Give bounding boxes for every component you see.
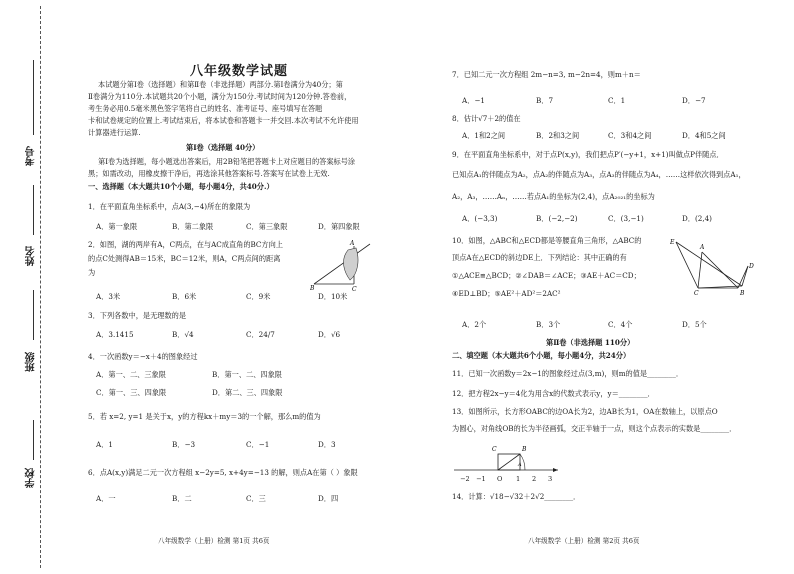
- q8-option-c: C．3和4之间: [608, 131, 652, 140]
- svg-text:E: E: [670, 239, 675, 246]
- q8-option-d: D．4和5之间: [682, 131, 726, 140]
- question-9-line3: A₂，A₃，……Aₙ，……若点A₁的坐标为(2,4)，点A₂₀₂₁的坐标为: [452, 192, 655, 201]
- question-12: 12．把方程2x−y＝4化为用含x的代数式表示y，y＝________．: [452, 389, 655, 398]
- q7-option-c: C．1: [608, 96, 626, 105]
- intro-line: 卡和试卷规定的位置上.考试结束后，将本试卷和答题卡一并交回.本次考试不允许使用: [88, 116, 359, 125]
- tick-label: −2: [460, 475, 470, 483]
- question-3: 3．下列各数中，是无理数的是: [88, 311, 187, 320]
- svg-text:D: D: [749, 263, 754, 270]
- q3-option-a: A．3.1415: [96, 330, 134, 339]
- question-11: 11．已知一次函数y＝2x−1的图象经过点(3,m)，则m的值是________．: [452, 369, 684, 378]
- q6-option-b: B．二: [172, 494, 192, 503]
- q1-option-d: D．第四象限: [318, 222, 360, 231]
- section1-heading: 一、选择题（本大题共10个小题，每小题4分，共40分.）: [88, 182, 274, 191]
- intro-line: Ⅱ卷满分为110分.本试题共20个小题，满分为150分.考试时间为120分钟.答卷前，: [88, 92, 352, 101]
- school-label: 学校: [26, 468, 37, 488]
- page1-footer: 八年级数学（上册）检测 第1页 共6页: [158, 537, 270, 545]
- q9-option-d: D．(2,4): [682, 214, 712, 223]
- q3-option-d: D．√6: [318, 330, 341, 339]
- part1-title: 第Ⅰ卷（选择题 40分）: [186, 143, 260, 152]
- part2-title: 第Ⅱ卷（非选择题 110分）: [546, 338, 635, 347]
- question-9-line2: 已知点A₁的伴随点为A₂，点A₂的伴随点为A₃，点A₃的伴随点为A₄，……这样依次得到点A₁，: [452, 170, 746, 179]
- exam-no-label: 考号: [26, 146, 37, 166]
- q4-option-d: D．第二、三、四象限: [212, 388, 283, 397]
- q10-option-a: A．2个: [462, 320, 487, 329]
- question-8: 8．估计√7＋2的值在: [452, 114, 521, 123]
- q2-option-d: D．10米: [318, 292, 348, 301]
- lake-diagram: [310, 236, 374, 292]
- question-5: 5．若 x=2, y=1 是关于x，y的方程kx＋my＝3的一个解，那么m的值为: [88, 412, 321, 421]
- q2-option-c: C．9米: [246, 292, 271, 301]
- q2-option-b: B．6米: [172, 292, 197, 301]
- name-label: 姓名: [26, 246, 37, 266]
- binding-line: [40, 6, 41, 568]
- tick-label: 1: [516, 475, 521, 483]
- class-label: 班级: [26, 352, 37, 372]
- q4-option-a: A．第一、二、三象限: [96, 370, 166, 379]
- q1-option-c: C．第三象限: [246, 222, 288, 231]
- q3-option-b: B．√4: [172, 330, 194, 339]
- svg-text:C: C: [492, 446, 497, 453]
- part1-note: 第Ⅰ卷为选择题，每小题选出答案后，用2B铅笔把答题卡上对应题目的答案标号涂: [98, 157, 356, 166]
- svg-text:C: C: [352, 286, 357, 292]
- svg-text:B: B: [310, 285, 315, 292]
- question-4: 4．一次函数y＝−x＋4的图象经过: [88, 352, 198, 361]
- question-10: 10．如图，△ABC和△ECD都是等腰直角三角形，△ABC的: [452, 236, 642, 245]
- page-title: 八年级数学试题: [190, 64, 289, 79]
- q10-option-b: B．3个: [536, 320, 561, 329]
- q5-option-b: B．−3: [172, 440, 196, 449]
- question-10-line4: ④ED⊥BD；⑤AE²＋AD²＝2AC²: [452, 289, 561, 298]
- svg-text:B: B: [522, 446, 527, 453]
- q6-option-d: D．四: [318, 494, 339, 503]
- tick-label: 2: [532, 475, 537, 483]
- intro-line: 考生务必用0.5毫米黑色签字笔将自己的姓名、准考证号、座号填写在答题: [88, 104, 323, 113]
- question-9: 9．在平面直角坐标系中，对于点P(x,y)，我们把点P′(−y+1，x+1)叫做点P伴随点．: [452, 150, 724, 159]
- question-10-line2: 顶点A在△ECD的斜边DE上．下列结论：其中正确的有: [452, 253, 627, 262]
- tick-label: O: [497, 475, 503, 483]
- q7-option-a: A．−1: [462, 96, 485, 105]
- q8-option-a: A．1和2之间: [462, 131, 506, 140]
- name-underline: [33, 185, 34, 235]
- svg-text:A: A: [700, 244, 705, 251]
- question-14: 14．计算：√18−√32＋2√2________．: [452, 492, 581, 501]
- svg-text:A: A: [350, 240, 355, 247]
- question-7: 7．已知二元一次方程组 2m−n=3, m−2n=4，则m＋n＝: [452, 70, 641, 79]
- question-13: 13．如图所示，长方形OABC的边OA长为2，边AB长为1，OA在数轴上，以原点O: [452, 407, 718, 416]
- intro-line: 计算器进行运算.: [88, 128, 141, 137]
- section2-heading: 二、填空题（本大题共6个小题，每小题4分，共24分）: [452, 351, 631, 360]
- q9-option-a: A．(−3,3): [462, 214, 498, 223]
- triangles-diagram: [670, 234, 756, 296]
- question-1: 1．在平面直角坐标系中，点A(3,−4)所在的象限为: [88, 202, 251, 211]
- q5-option-a: A．1: [96, 440, 113, 449]
- svg-text:A: A: [518, 462, 522, 468]
- q3-option-c: C．24/7: [246, 330, 275, 339]
- q9-option-b: B．(−2,−2): [536, 214, 578, 223]
- q1-option-b: B．第二象限: [172, 222, 214, 231]
- class-underline: [33, 290, 34, 340]
- q2-option-a: A．3米: [96, 292, 121, 301]
- tick-label: −1: [476, 475, 486, 483]
- question-6: 6．点A(x,y)满足二元一次方程组 x−2y=5, x+4y=−13 的解，则点A在第（ ）象限: [88, 468, 358, 477]
- q10-option-d: D．5个: [682, 320, 707, 329]
- q9-option-c: C．(3,−1): [608, 214, 644, 223]
- part1-note: 黑；如需改动，用橡皮擦干净后，再选涂其他答案标号.答案写在试卷上无效.: [88, 169, 330, 178]
- question-2-line3: 为: [88, 268, 96, 277]
- question-10-line3: ①△ACE≌△BCD；②∠DAB＝∠ACE；③AE＋AC＝CD；: [452, 271, 641, 280]
- tick-label: 3: [548, 475, 553, 483]
- svg-text:B: B: [740, 290, 745, 296]
- svg-text:C: C: [694, 290, 699, 296]
- question-13-line2: 为圆心，对角线OB的长为半径画弧，交正半轴于一点，则这个点表示的实数是________．: [452, 424, 737, 433]
- q7-option-b: B．7: [536, 96, 554, 105]
- school-underline: [33, 420, 34, 460]
- question-2-line2: 的点C处测得AB＝15米，BC＝12米，则A，C两点间的距离: [88, 254, 281, 263]
- question-2: 2．如图，湖的两岸有A，C两点，在与AC成直角的BC方向上: [88, 240, 283, 249]
- q10-option-c: C．4个: [608, 320, 633, 329]
- q4-option-b: B．第一、二、四象限: [212, 370, 282, 379]
- q6-option-a: A．一: [96, 494, 116, 503]
- q5-option-d: D．3: [318, 440, 336, 449]
- q4-option-c: C．第一、三、四象限: [96, 388, 167, 397]
- intro-line: 本试题分第Ⅰ卷（选择题）和第Ⅱ卷（非选择题）两部分.第Ⅰ卷满分为40分；第: [98, 80, 343, 89]
- q7-option-d: D．−7: [682, 96, 706, 105]
- q1-option-a: A．第一象限: [96, 222, 138, 231]
- page2-footer: 八年级数学（上册）检测 第2页 共6页: [528, 537, 640, 545]
- exam-no-underline: [33, 60, 34, 135]
- q8-option-b: B．2和3之间: [536, 131, 580, 140]
- q5-option-c: C．−1: [246, 440, 270, 449]
- q6-option-c: C．三: [246, 494, 266, 503]
